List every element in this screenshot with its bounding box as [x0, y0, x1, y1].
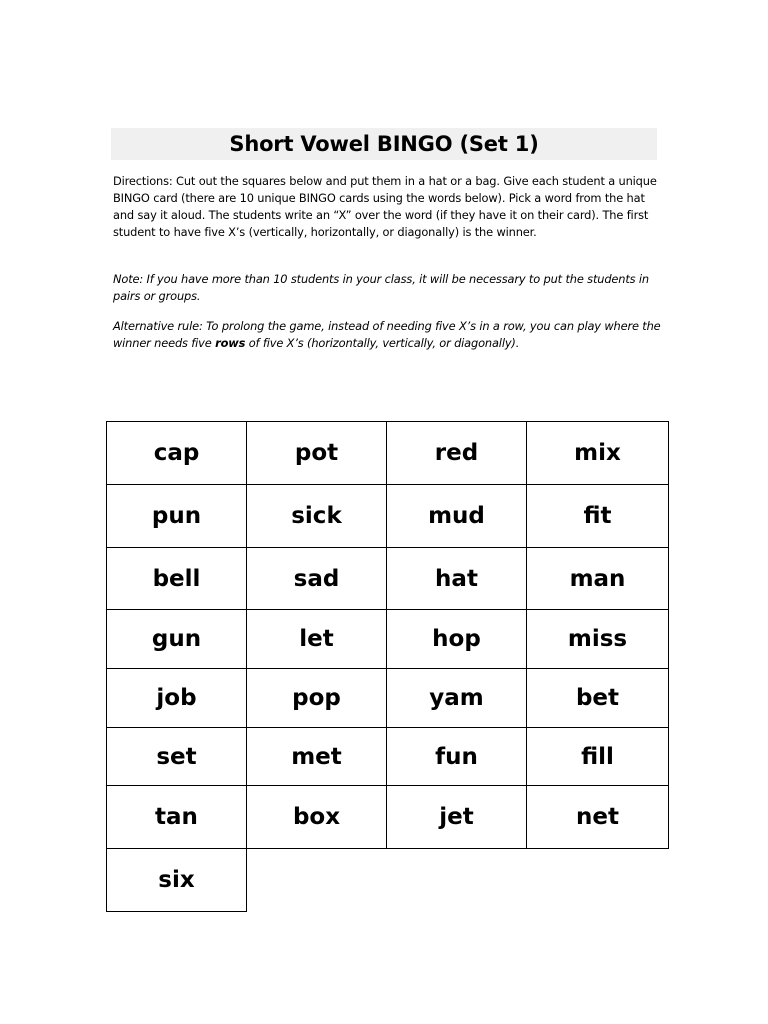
- bingo-word-cell: fill: [526, 727, 669, 786]
- bingo-word-cell: mix: [526, 421, 669, 485]
- bingo-word-cell: fit: [526, 484, 669, 548]
- bingo-word-cell: mud: [386, 484, 527, 548]
- bingo-word-cell: net: [526, 785, 669, 849]
- bingo-word-cell: pop: [246, 668, 387, 728]
- note-text: Note: If you have more than 10 students in your class, it will be necessary to put the students in pairs or groups.: [113, 272, 650, 303]
- page-title: Short Vowel BINGO (Set 1): [229, 132, 539, 156]
- bingo-word-cell: met: [246, 727, 387, 786]
- bingo-word-cell: hat: [386, 547, 527, 610]
- bingo-word-cell: sick: [246, 484, 387, 548]
- bingo-word-cell: let: [246, 609, 387, 669]
- bingo-word-cell: box: [246, 785, 387, 849]
- bingo-word-grid: [106, 421, 668, 911]
- title-bar: [111, 128, 657, 160]
- directions-text: Directions: Cut out the squares below and put them in a hat or a bag. Give each student a unique BINGO card (there are 10 unique BINGO cards using the words below). Pick a word from the hat and say it aloud. The students write an “X” over the word (if they have it on their card). The first student to have five X’s (vertically, horizontally, or diagonally) is the winner.: [113, 174, 657, 239]
- bingo-word-cell: six: [106, 848, 247, 912]
- bingo-word-cell: set: [106, 727, 247, 786]
- bingo-word-cell: tan: [106, 785, 247, 849]
- bingo-word-cell: pot: [246, 421, 387, 485]
- bingo-word-cell: yam: [386, 668, 527, 728]
- bingo-word-cell: man: [526, 547, 669, 610]
- bingo-word-cell: hop: [386, 609, 527, 669]
- alternative-rule-text: [113, 318, 661, 352]
- bingo-word-cell: job: [106, 668, 247, 728]
- alternative-rule-end: of five X’s (horizontally, vertically, or diagonally).: [245, 336, 520, 350]
- bingo-word-cell: cap: [106, 421, 247, 485]
- bingo-word-cell: pun: [106, 484, 247, 548]
- bingo-word-cell: bell: [106, 547, 247, 610]
- bingo-word-cell: miss: [526, 609, 669, 669]
- bingo-word-cell: gun: [106, 609, 247, 669]
- bingo-word-cell: red: [386, 421, 527, 485]
- bingo-word-cell: jet: [386, 785, 527, 849]
- bingo-word-cell: sad: [246, 547, 387, 610]
- bingo-word-cell: bet: [526, 668, 669, 728]
- alternative-rule-start: Alternative rule: To prolong the game, instead of needing five X’s in a row, you can play where the winner needs five: [113, 319, 661, 350]
- bingo-word-cell: fun: [386, 727, 527, 786]
- alternative-rule-emphasis: rows: [215, 336, 246, 350]
